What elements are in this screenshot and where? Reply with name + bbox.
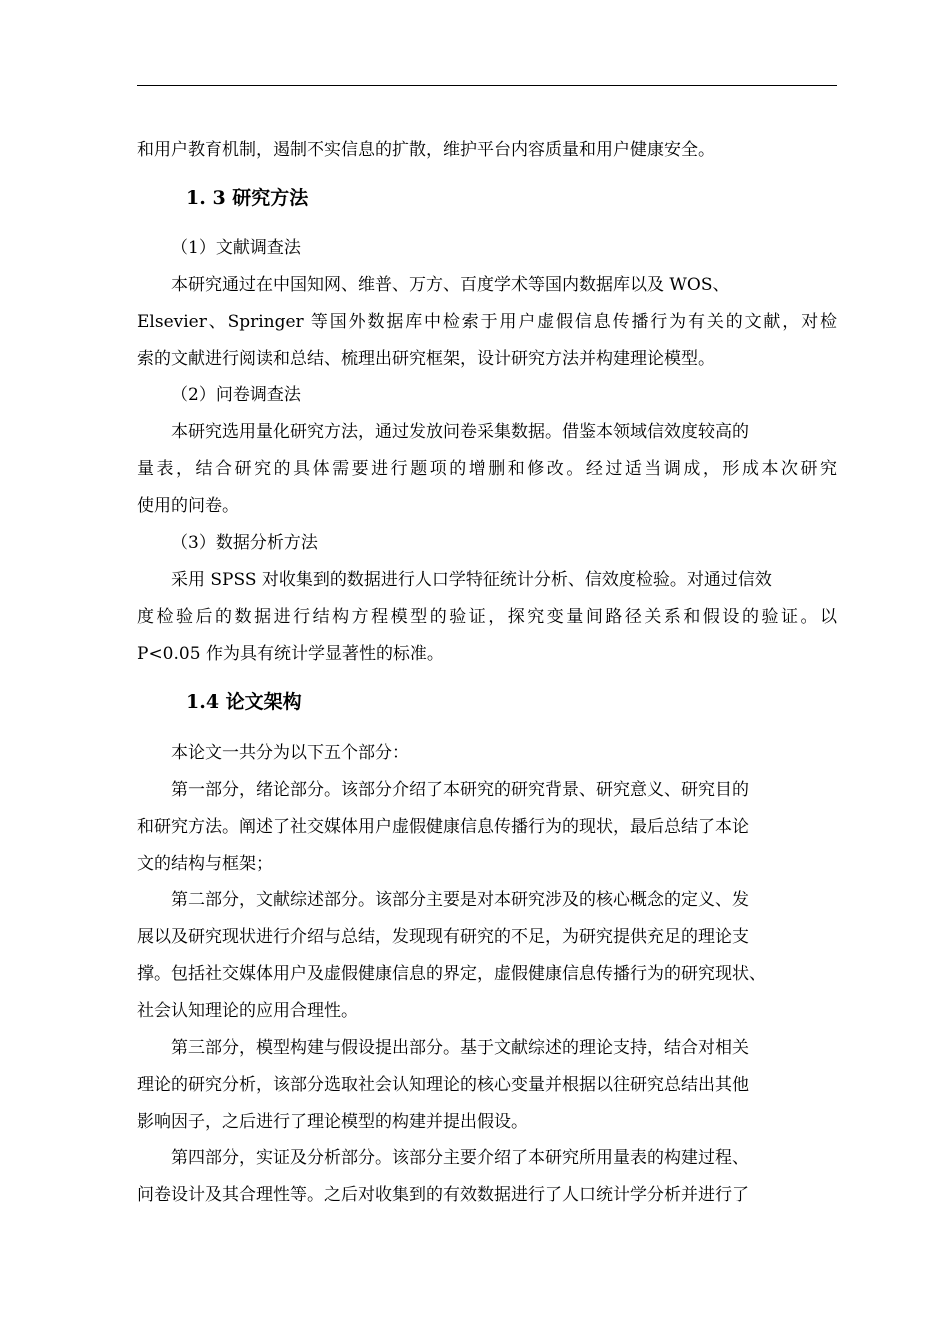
section-heading-1-3: 1. 3 研究方法 bbox=[186, 187, 309, 209]
part-2-line: 第二部分，文献综述部分。该部分主要是对本研究涉及的核心概念的定义、发 bbox=[171, 890, 749, 910]
method-2-title: （2）问卷调查法 bbox=[171, 385, 301, 405]
part-2-line: 社会认知理论的应用合理性。 bbox=[137, 1001, 358, 1021]
part-1-line: 和研究方法。阐述了社交媒体用户虚假健康信息传播行为的现状，最后总结了本论 bbox=[137, 817, 749, 837]
section-heading-1-4: 1.4 论文架构 bbox=[186, 691, 302, 713]
part-1-line: 第一部分，绪论部分。该部分介绍了本研究的研究背景、研究意义、研究目的 bbox=[171, 780, 749, 800]
part-4-line: 问卷设计及其合理性等。之后对收集到的有效数据进行了人口统计学分析并进行了 bbox=[137, 1185, 749, 1205]
method-3-line: P<0.05 作为具有统计学显著性的标准。 bbox=[137, 644, 444, 664]
method-1-title: （1）文献调查法 bbox=[171, 238, 301, 258]
method-2-line: 本研究选用量化研究方法，通过发放问卷采集数据。借鉴本领域信效度较高的 bbox=[171, 422, 749, 442]
method-2-line: 使用的问卷。 bbox=[137, 496, 239, 516]
method-3-line: 采用 SPSS 对收集到的数据进行人口学特征统计分析、信效度检验。对通过信效 bbox=[171, 570, 772, 590]
intro-line: 和用户教育机制，遏制不实信息的扩散，维护平台内容质量和用户健康安全。 bbox=[137, 140, 715, 160]
part-3-line: 理论的研究分析，该部分选取社会认知理论的核心变量并根据以往研究总结出其他 bbox=[137, 1075, 749, 1095]
method-3-title: （3）数据分析方法 bbox=[171, 533, 318, 553]
part-2-line: 展以及研究现状进行介绍与总结，发现现有研究的不足，为研究提供充足的理论支 bbox=[137, 927, 749, 947]
part-3-line: 第三部分，模型构建与假设提出部分。基于文献综述的理论支持，结合对相关 bbox=[171, 1038, 749, 1058]
structure-intro: 本论文一共分为以下五个部分： bbox=[171, 743, 409, 763]
header-rule bbox=[137, 85, 837, 86]
method-1-line: Elsevier、Springer 等国外数据库中检索于用户虚假信息传播行为有关的文献，对检 bbox=[137, 312, 837, 332]
method-1-line: 本研究通过在中国知网、维普、万方、百度学术等国内数据库以及 WOS、 bbox=[171, 275, 730, 295]
part-2-line: 撑。包括社交媒体用户及虚假健康信息的界定，虚假健康信息传播行为的研究现状、 bbox=[137, 964, 766, 984]
part-4-line: 第四部分，实证及分析部分。该部分主要介绍了本研究所用量表的构建过程、 bbox=[171, 1148, 749, 1168]
part-1-line: 文的结构与框架； bbox=[137, 854, 273, 874]
method-1-line: 索的文献进行阅读和总结、梳理出研究框架，设计研究方法并构建理论模型。 bbox=[137, 349, 715, 369]
method-2-line: 量表，结合研究的具体需要进行题项的增删和修改。经过适当调成，形成本次研究 bbox=[137, 459, 837, 479]
part-3-line: 影响因子，之后进行了理论模型的构建并提出假设。 bbox=[137, 1112, 528, 1132]
method-3-line: 度检验后的数据进行结构方程模型的验证，探究变量间路径关系和假设的验证。以 bbox=[137, 607, 837, 627]
